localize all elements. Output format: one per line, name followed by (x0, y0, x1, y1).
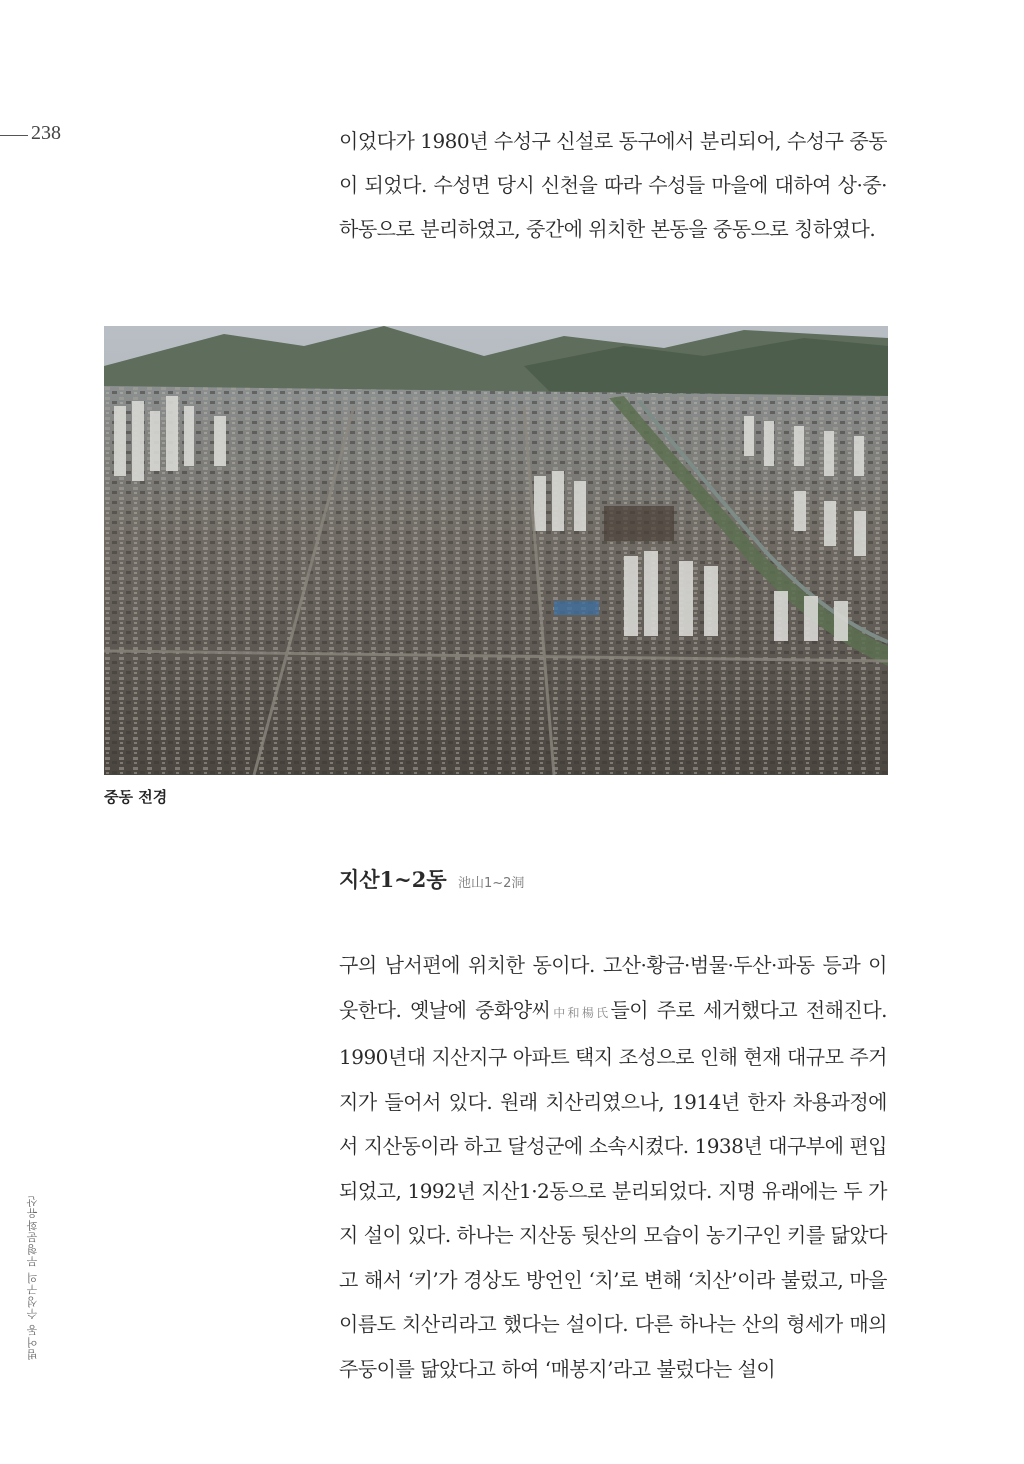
section-body-hanja: 中和楊氏 (550, 1005, 611, 1020)
aerial-city-photo (104, 326, 888, 775)
section-body-part1: 구의 남서편에 위치한 동이다. 고산·황금·범물·두산·파동 등과 이웃한다. 옛날에 중화양씨 (339, 953, 887, 1022)
running-title: 범어동 수성구의 무형문화유산 (26, 1195, 39, 1360)
section-body (339, 943, 887, 1391)
page-number: 238 (31, 122, 61, 144)
section-title: 지산1~2동 (339, 867, 447, 892)
section-title-hanja: 池山1~2洞 (458, 876, 525, 891)
section-heading (339, 864, 524, 894)
section-body-part2: 들이 주로 세거했다고 전해진다. 1990년대 지산지구 아파트 택지 조성으로 인해 현재 대규모 주거지가 들어서 있다. 원래 치산리였으나, 1914년 한자 차용과정에서 지산동이라 하고 달성군에 소속시켰다. 1938년 대구부에 편입되었고, 1992년 지산1·2동으로 분리되었다. 지명 유래에는 두 가지 설이 있다. 하나는 지산동 뒷산의 모습이 농기구인 키를 닮았다고 해서 ‘키’가 경상도 방언인 ‘치’로 변해 ‘치산’이라 불렀고, 마을 이름도 치산리라고 했다는 설이다. 다른 하나는 산의 형세가 매의 주둥이를 닮았다고 하여 ‘매봉지’라고 불렀다는 설이 (339, 997, 887, 1381)
photo-caption: 중동 전경 (104, 788, 168, 806)
intro-paragraph: 이었다가 1980년 수성구 신설로 동구에서 분리되어, 수성구 중동이 되었다. 수성면 당시 신천을 따라 수성들 마을에 대하여 상·중·하동으로 분리하였고, 중간에 위치한 본동을 중동으로 칭하였다. (339, 129, 887, 241)
page-number-rule (0, 135, 28, 136)
